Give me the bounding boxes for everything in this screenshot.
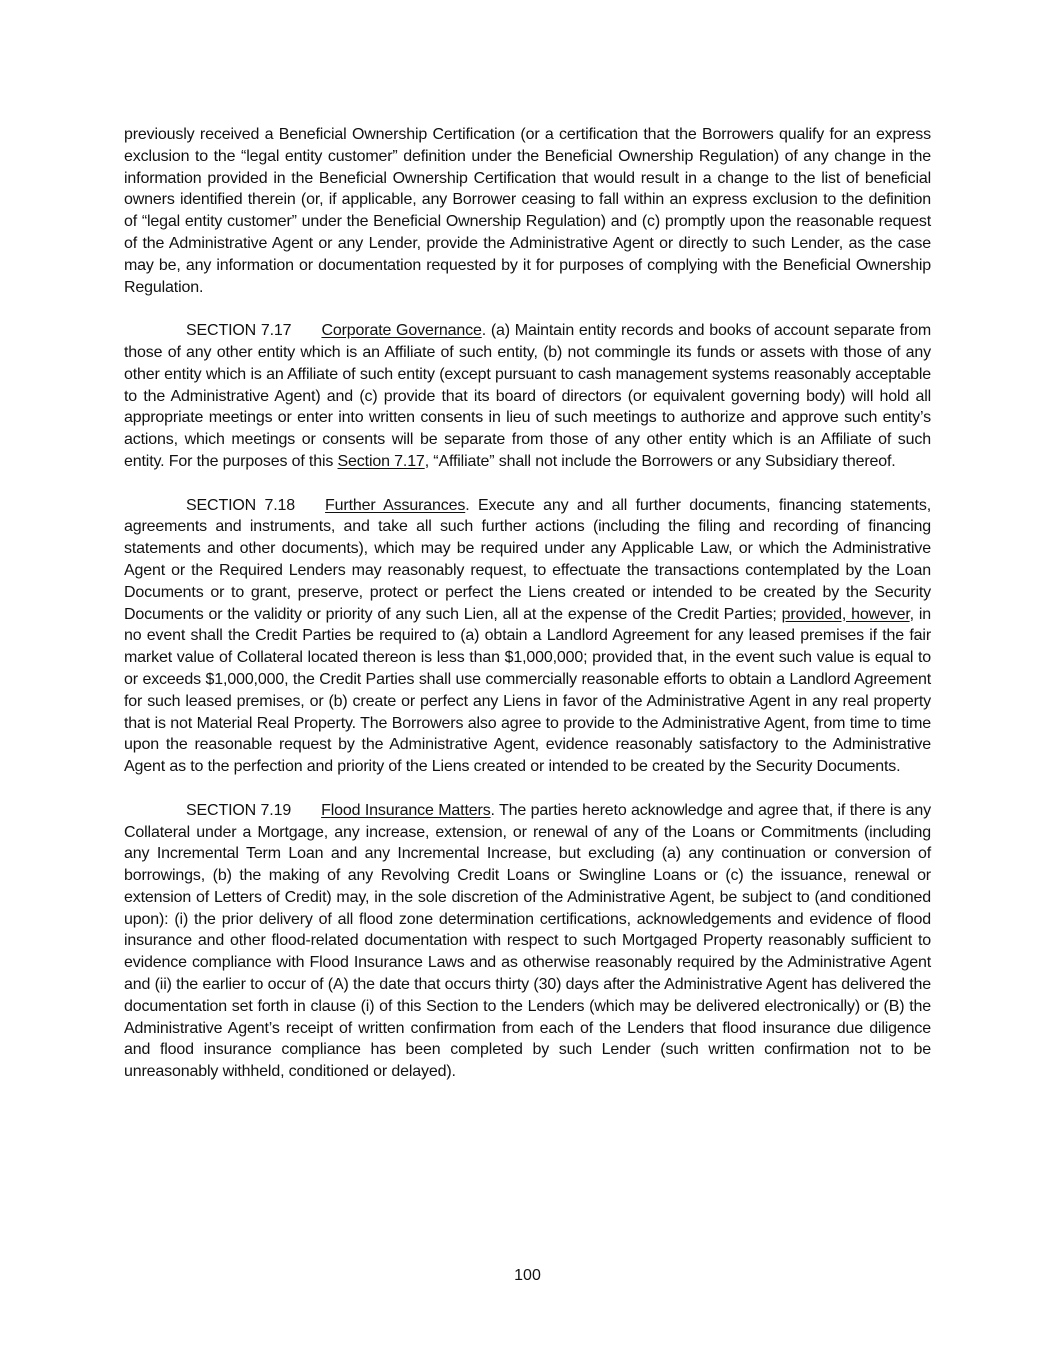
section-7-19: [124, 800, 931, 1083]
section-title: Corporate Governance: [321, 322, 482, 340]
section-7-17: [124, 320, 931, 473]
section-body-end: , in no event shall the Credit Parties be required to (a) obtain a Landlord Agreement for any leased premises if the fair market value of Collateral located thereon is less than $1,000,000; provided that, in the event such value is equal to or exceeds $1,000,000, the Credit Parties shall use commercially reasonable efforts to obtain a Landlord Agreement for such leased premises, or (b) create or perfect any Liens in favor of the Administrative Agent in any real property that is not Material Real Property. The Borrowers also agree to provide to the Administrative Agent, from time to time upon the reasonable request by the Administrative Agent, evidence reasonably satisfactory to the Administrative Agent as to the perfection and priority of the Liens created or intended to be created by the Security Documents.: [124, 605, 931, 776]
paragraph-spacer: [124, 778, 931, 800]
paragraph-spacer: [124, 473, 931, 495]
section-number: SECTION 7.19: [186, 801, 292, 819]
section-body: . Execute any and all further documents, financing statements, agreements and instruments, and take all such further actions (including the filing and recording of financing statements and other documents), which may be required under any Applicable Law, or which the Administrative Agent or the Required Lenders may reasonably request, to effectuate the transactions contemplated by the Loan Documents or to grant, preserve, protect or perfect the Liens created or intended to be created by the Security Documents or the validity or priority of any such Lien, all at the expense of the Credit Parties;: [124, 496, 932, 623]
section-cross-reference: Section 7.17: [337, 452, 425, 470]
section-body-end: , “Affiliate” shall not include the Borrowers or any Subsidiary thereof.: [424, 452, 896, 470]
section-body: . (a) Maintain entity records and books of account separate from those of any other entity which is an Affiliate of such entity, (b) not commingle its funds or assets with those of any other entity which is an Affiliate of such entity (except pursuant to cash management systems reasonably acceptable to the Administrative Agent) and (c) provide that its board of directors (or equivalent governing body) will hold all appropriate meetings or enter into written consents in lieu of such meetings to authorize and approve such entity’s actions, which meetings or consents will be separate from those of any other entity which is an Affiliate of such entity. For the purposes of this: [124, 322, 931, 470]
paragraph-spacer: [124, 298, 931, 320]
document-page: [124, 124, 931, 1083]
proviso-text: provided, however: [781, 605, 910, 623]
paragraph-beneficial-ownership: previously received a Beneficial Ownership Certification (or a certification that the Borrowers qualify for an express exclusion to the “legal entity customer” definition under the Beneficial Ownership Regulation) of any change in the information provided in the Beneficial Ownership Certification that would result in a change to the list of beneficial owners identified therein (or, if applicable, any Borrower ceasing to fall within an express exclusion to the definition of “legal entity customer” under the Beneficial Ownership Regulation) and (c) promptly upon the reasonable request of the Administrative Agent or any Lender, provide the Administrative Agent or directly to such Lender, as the case may be, any information or documentation requested by it for purposes of complying with the Beneficial Ownership Regulation.: [124, 126, 931, 296]
section-number: SECTION 7.17: [186, 322, 292, 340]
section-title: Further Assurances: [325, 496, 466, 514]
section-number: SECTION 7.18: [186, 496, 296, 514]
section-7-18: [124, 495, 931, 778]
section-body: . The parties hereto acknowledge and agree that, if there is any Collateral under a Mortgage, any increase, extension, or renewal of any of the Loans or Commitments (including any Incremental Term Loan and any Incremental Increase, but excluding (a) any continuation or conversion of borrowings, (b) the making of any Revolving Credit Loans or Swingline Loans or (c) the issuance, renewal or extension of Letters of Credit) may, in the sole discretion of the Administrative Agent, be subject to (and conditioned upon): (i) the prior delivery of all flood zone determination certifications, acknowledgements and evidence of flood insurance and other flood-related documentation with respect to such Mortgaged Property reasonably sufficient to evidence compliance with Flood Insurance Laws and as otherwise reasonably required by the Administrative Agent and (ii) the earlier to occur of (A) the date that occurs thirty (30) days after the Administrative Agent has delivered the documentation set forth in clause (i) of this Section to the Lenders (which may be delivered electronically) or (B) the Administrative Agent’s receipt of written confirmation from each of the Lenders that flood insurance due diligence and flood insurance compliance has been completed by such Lender (such written confirmation not to be unreasonably withheld, conditioned or delayed).: [124, 801, 931, 1081]
page-number: 100: [514, 1267, 541, 1284]
section-title: Flood Insurance Matters: [321, 801, 491, 819]
